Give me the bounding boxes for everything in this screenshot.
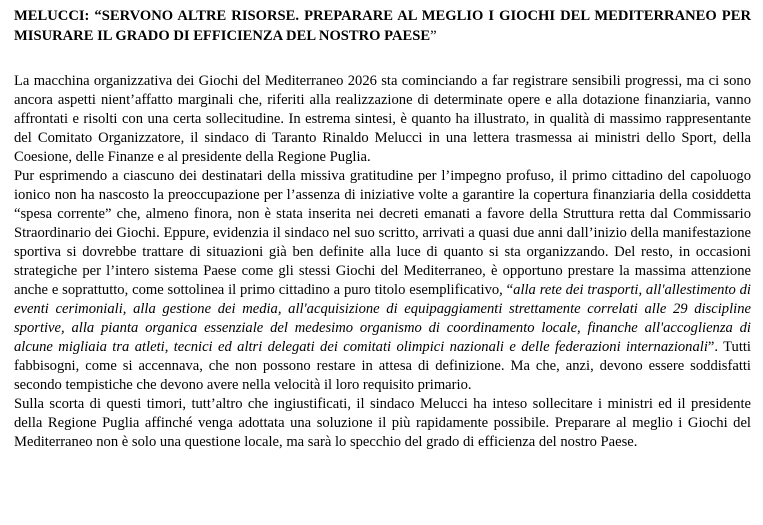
article-headline <box>14 6 751 46</box>
paragraph-1: La macchina organizzativa dei Giochi del Mediterraneo 2026 sta cominciando a far registrare sensibili progressi, ma ci sono ancora aspetti nient’affatto marginali che, riferiti alla realizzazione di determinate opere e alla dotazione finanziaria, vanno affrontati e risolti con una certa sollecitudine. In estrema sintesi, è quanto ha illustrato, in qualità di massimo rappresentante del Comitato Organizzatore, il sindaco di Taranto Rinaldo Melucci in una lettera trasmessa ai ministri dello Sport, della Coesione, delle Finanze e al presidente della Regione Puglia. <box>14 73 751 165</box>
paragraph-3: Sulla scorta di questi timori, tutt’altro che ingiustificati, il sindaco Melucci ha inteso sollecitare i ministri ed il presidente della Regione Puglia affinché venga adottata una soluzione il più rapidamente possibile. Preparare al meglio i Giochi del Mediterraneo non è solo una questione locale, ma sarà lo specchio del grado di efficienza del nostro Paese. <box>14 396 751 450</box>
headline-closing-quote: ” <box>430 28 437 44</box>
paragraph-2-lead: Pur esprimendo a ciascuno dei destinatari della missiva gratitudine per l’impegno profuso, il primo cittadino del capoluogo ionico non ha nascosto la preoccupazione per l’assenza di iniziative volte a garantire la copertura finanziaria della cosiddetta “spesa corrente” che, almeno finora, non è stata inserita nei decreti emanati a favore della Struttura retta dal Commissario Straordinario dei Giochi. Eppure, evidenzia il sindaco nel suo scritto, arrivati a quasi due anni dall’inizio della manifestazione sportiva si dovrebbe trattare di situazioni già ben definite alla luce di quanto si sta organizzando. Del resto, in occasioni strategiche per l’intero sistema Paese come gli stessi Giochi del Mediterraneo, è opportuno prestare la massima attenzione anche e soprattutto, come sottolinea il primo cittadino a puro titolo esemplificativo, “ <box>14 168 751 298</box>
paragraph-2-quote: alla rete dei trasporti, all'allestimento di eventi cerimoniali, alla gestione dei media, all'acquisizione di equipaggiamenti strettamente correlati alle 29 discipline sportive, alla pianta organica essenziale del medesimo organismo di coordinamento locale, finanche all'accoglienza di alcune migliaia tra atleti, tecnici ed altri delegati dei comitati olimpici nazionali e delle federazioni internazionali <box>14 282 751 355</box>
paragraph-2 <box>14 167 751 395</box>
article-body <box>14 72 751 452</box>
paragraph-2-tail: ”. Tutti fabbisogni, come si accennava, che non possono restare in attesa di definizione. Ma che, anzi, devono essere soddisfatti secondo tempistiche che devono avere nella velocità il loro requisito primario. <box>14 339 751 393</box>
headline-text: MELUCCI: “SERVONO ALTRE RISORSE. PREPARARE AL MEGLIO I GIOCHI DEL MEDITERRANEO PER MISURARE IL GRADO DI EFFICIENZA DEL NOSTRO PAESE <box>14 8 751 44</box>
